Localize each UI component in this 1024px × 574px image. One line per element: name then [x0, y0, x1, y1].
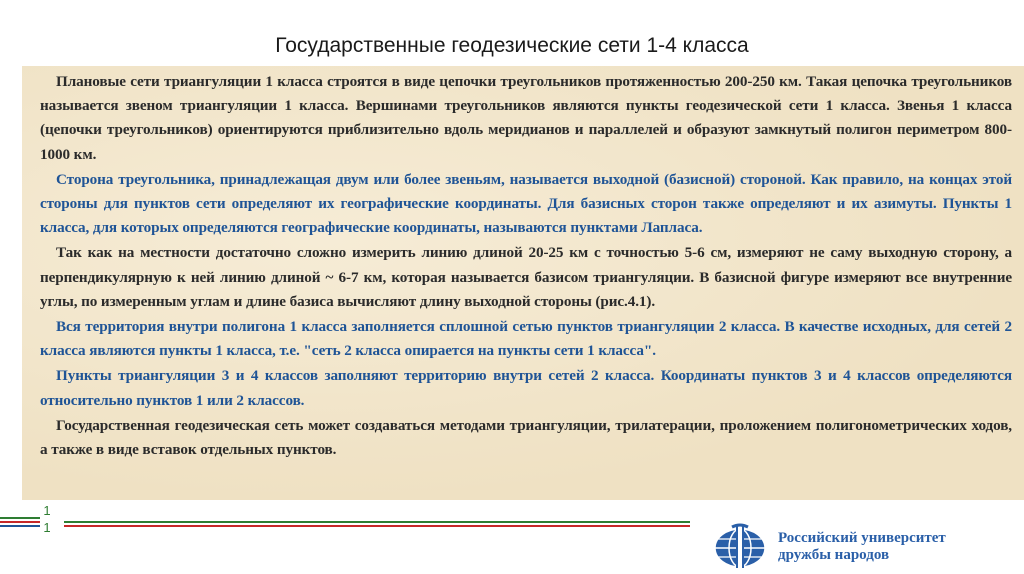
university-name-line-1: Российский университет	[778, 530, 946, 546]
paragraph-4: Вся территория внутри полигона 1 класса заполняется сплошной сетью пунктов триангуляции 2 класса. В качестве исходных, для сетей 2 класса являются пункты 1 класса, т.е. "сеть 2 класса опирается на пункты сети 1 класса".	[40, 318, 1012, 360]
paragraph-3: Так как на местности достаточно сложно измерить линию длиной 20-25 км с точностью 5-6 см, измеряют не саму выходную сторону, а перпендикулярную к ней линию длиной ~ 6-7 км, которая называется базисом триангуляции. В базисной фигуре измеряют все внутренние углы, по измеренным углам и длине базиса вычисляют длину выходной стороны (рис.4.1).	[40, 244, 1012, 310]
slide-title: Государственные геодезические сети 1-4 класса	[275, 34, 749, 57]
rudn-globe-logo-icon	[708, 523, 772, 569]
paragraph-6: Государственная геодезическая сеть может создаваться методами триангуляции, трилатерации, проложением полигонометрических ходов, а также в виде вставок отдельных пунктов.	[40, 416, 1012, 459]
university-name-line-2: дружбы народов	[778, 547, 890, 563]
footer-stripe-blue	[0, 525, 40, 527]
paragraph-5: Пункты триангуляции 3 и 4 классов заполняют территорию внутри сетей 2 класса. Координаты пунктов 3 и 4 классов определяются относительно пунктов 1 или 2 классов.	[40, 367, 1012, 409]
paragraph-2: Сторона треугольника, принадлежащая двум или более звеньям, называется выходной (базисной) стороной. Как правило, на концах этой стороны для пунктов сети определяют их географические координаты. Для базисных сторон также определяют и их азимуты. Пункты 1 класса, для которых определяются географические координаты, называются пунктами Лапласа.	[40, 170, 1012, 237]
paragraph-1: Плановые сети триангуляции 1 класса строятся в виде цепочки треугольников протяженностью 200-250 км. Такая цепочка треугольников называется звеном триангуляции 1 класса. Вершинами треугольников являются пункты геодезической сети 1 класса. Звенья 1 класса (цепочки треугольников) ориентируются приблизительно вдоль меридианов и параллелей и образуют замкнутый полигон периметром 800-1000 км.	[40, 73, 1012, 163]
text-panel	[22, 66, 1024, 500]
footer-stripe-green-long	[64, 521, 690, 523]
footer-stripes	[0, 517, 690, 533]
page-number-digit-2: 1	[43, 520, 51, 535]
university-name	[778, 530, 946, 564]
page-number-digit-1: 1	[43, 503, 51, 518]
footer-stripe-red	[0, 521, 40, 523]
footer-stripe-green	[0, 517, 40, 519]
footer-stripe-red-long	[64, 525, 690, 527]
